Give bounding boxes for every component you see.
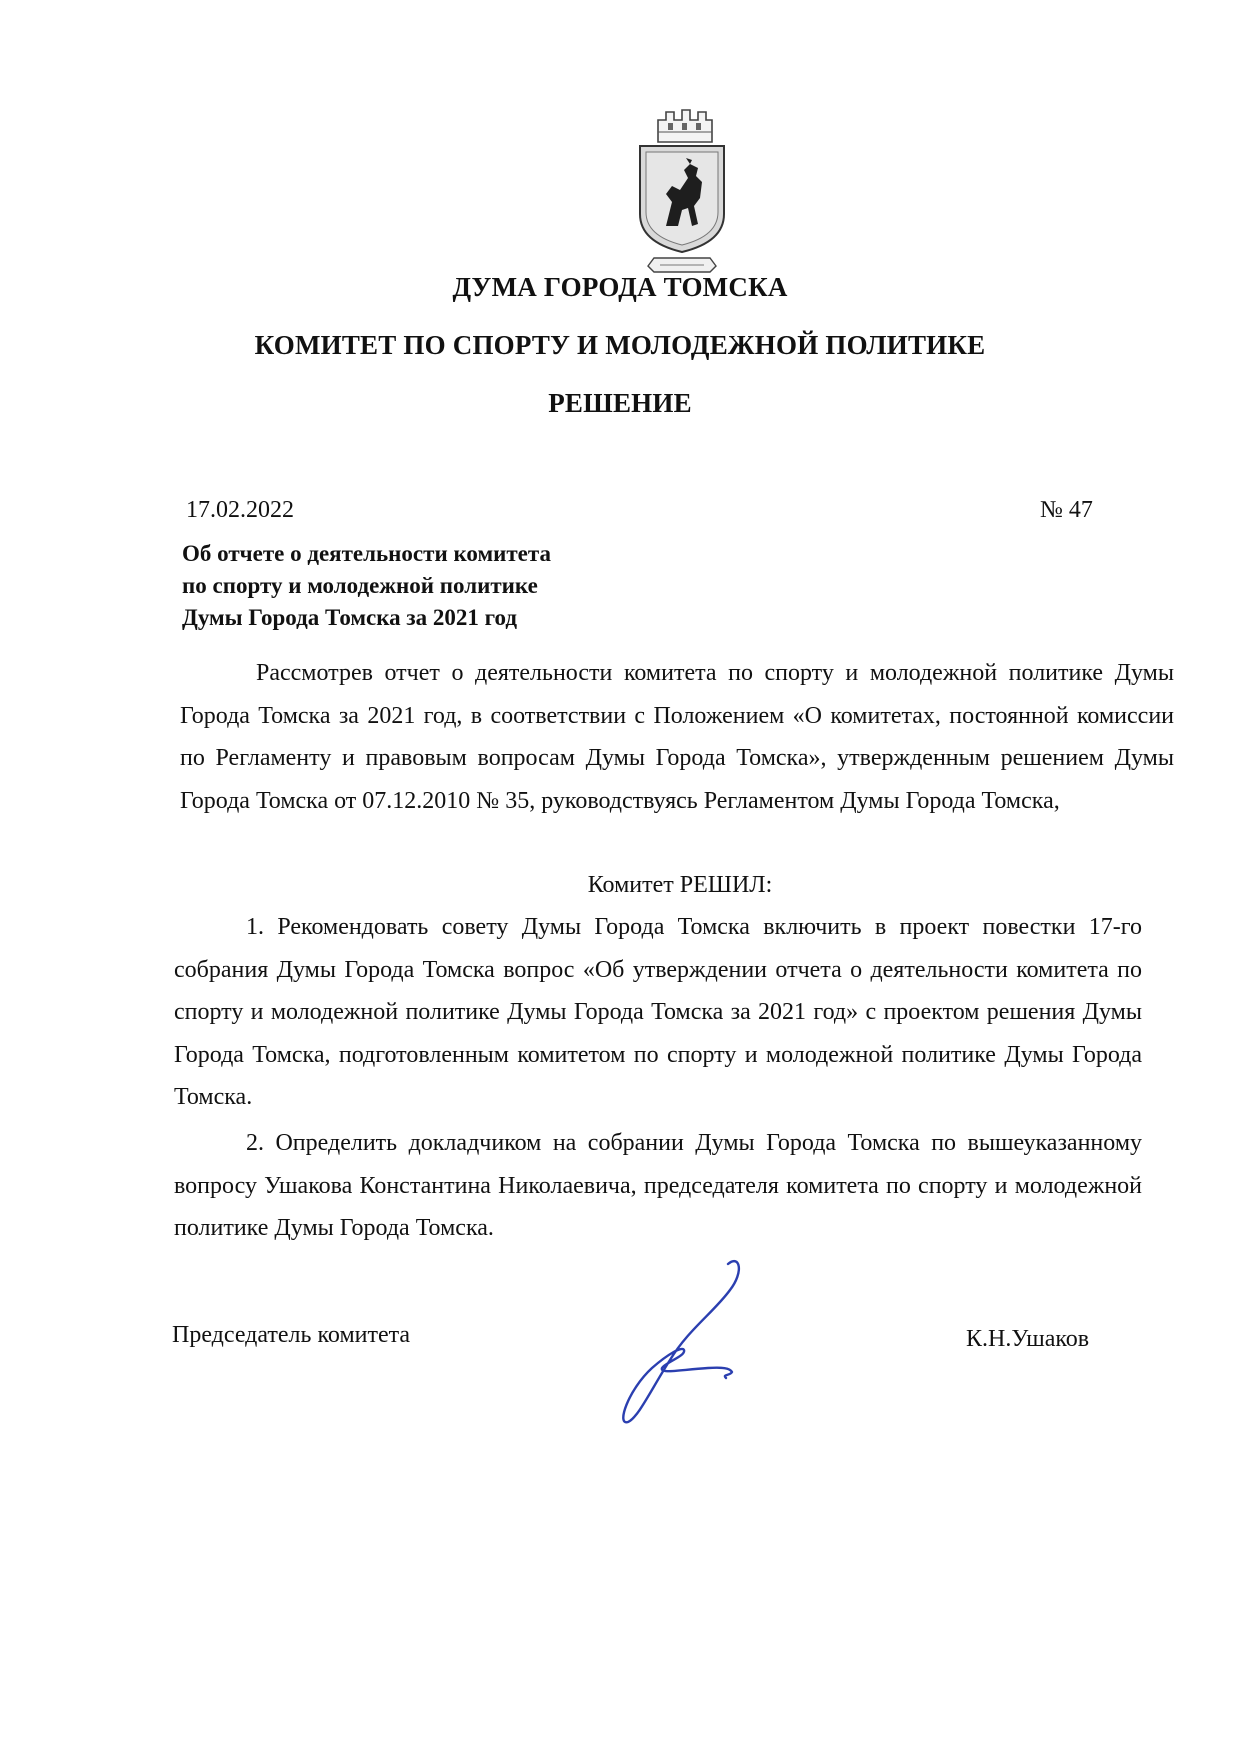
tomsk-coat-of-arms-icon [632,102,732,280]
decision-item-1: 1. Рекомендовать совету Думы Города Томска включить в проект повестки 17-го собрания Думы Города Томска вопрос «Об утверждении отчета о деятельности комитета по спорту и молодежной политике Думы Города Томска за 2021 год» с проектом решения Думы Города Томска, подготовленным комитетом по спорту и молодежной политике Думы Города Томска. [174,914,1142,1110]
subject-line: Думы Города Томска за 2021 год [182,605,518,630]
resolved-heading: Комитет РЕШИЛ: [587,872,773,898]
duma-title: ДУМА ГОРОДА ТОМСКА [452,272,788,302]
decision-item-2: 2. Определить докладчиком на собрании Думы Города Томска по вышеуказанному вопросу Ушакова Константина Николаевича, председателя комитета по спорту и молодежной политике Думы Города Томска. [174,1130,1142,1241]
document-type-title: РЕШЕНИЕ [548,388,692,418]
decision-date: 17.02.2022 [186,497,294,523]
subject-line: по спорту и молодежной политике [182,573,538,598]
committee-title: КОМИТЕТ ПО СПОРТУ И МОЛОДЕЖНОЙ ПОЛИТИКЕ [254,330,986,360]
intro-paragraph: Рассмотрев отчет о деятельности комитета по спорту и молодежной политике Думы Города Томска за 2021 год, в соответствии с Положением «О комитетах, постоянной комиссии по Регламенту и правовым вопросам Думы Города Томска», утвержденным решением Думы Города Томска от 07.12.2010 № 35, руководствуясь Регламентом Думы Города Томска, [180,660,1174,814]
decision-subject [182,538,742,634]
signatory-role: Председатель комитета [172,1322,411,1348]
handwritten-signature-icon [598,1250,778,1430]
signatory-name: К.Н.Ушаков [966,1326,1090,1352]
subject-line: Об отчете о деятельности комитета [182,541,551,566]
decision-number: № 47 [1040,497,1093,523]
